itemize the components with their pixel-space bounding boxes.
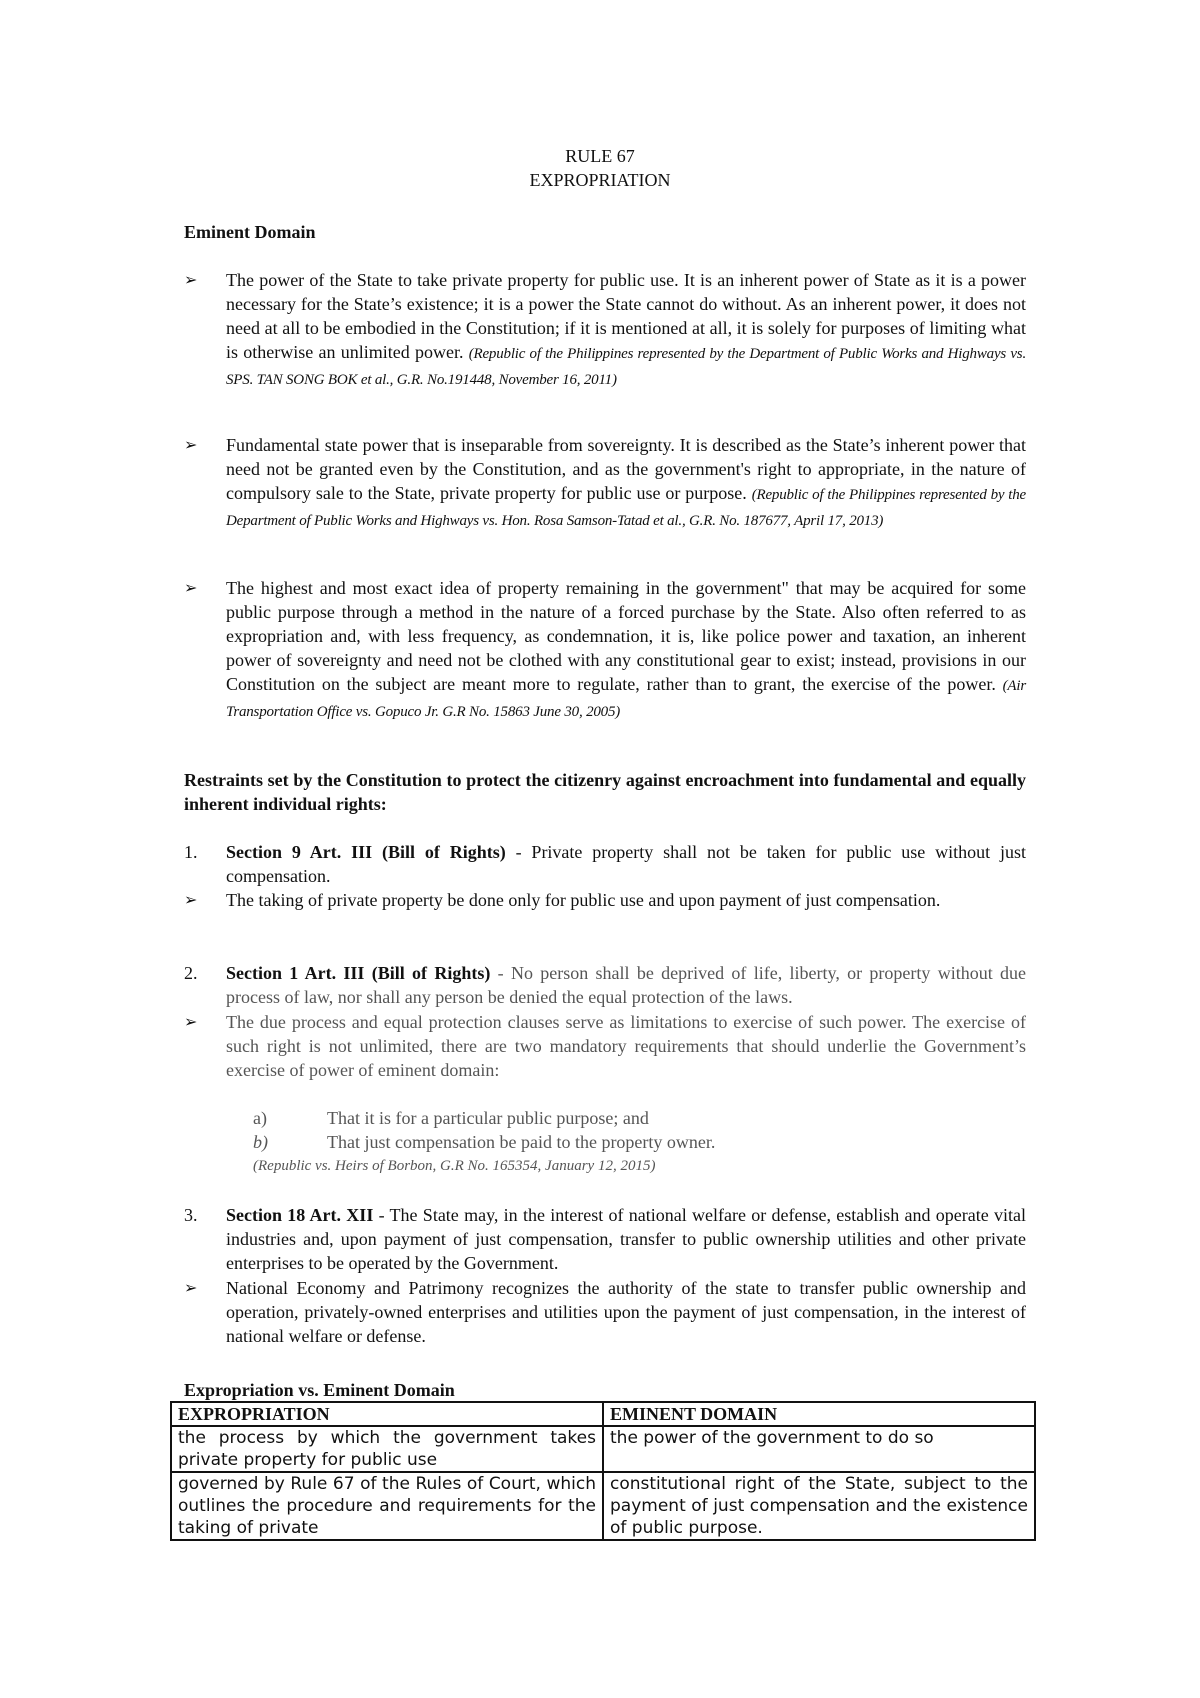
list-number: 2.	[184, 963, 198, 983]
table-cell: governed by Rule 67 of the Rules of Court, which outlines the procedure and requirements for the taking of private	[171, 1472, 603, 1540]
requirement-text: That just compensation be paid to the property owner.	[327, 1132, 716, 1152]
column-header: EMINENT DOMAIN	[603, 1402, 1035, 1426]
restraint-item: Section 1 Art. III (Bill of Rights) - No person shall be deprived of life, liberty, or property without due process of law, nor shall any person be denied the equal protection of the laws.	[226, 963, 1027, 1007]
section-reference: Section 9 Art. III (Bill of Rights)	[226, 842, 506, 862]
case-citation: (Republic of the Philippines represented by the Department of Public Works and Highways vs. Hon. Rosa Samson-Tatad et al., G.R. No. 187677, April 17, 2013)	[226, 487, 1026, 529]
table-cell: the power of the government to do so	[603, 1426, 1035, 1472]
case-citation: (Republic of the Philippines represented by the Department of Public Works and Highways vs. SPS. TAN SONG BOK et al., G.R. No.191448, November 16, 2011)	[226, 346, 1026, 388]
requirement-label: b)	[253, 1132, 268, 1152]
arrowhead-bullet-icon: ➢	[184, 1012, 198, 1031]
comparison-caption: Expropriation vs. Eminent Domain	[184, 1380, 455, 1400]
restraint-note: The due process and equal protection clauses serve as limitations to exercise of such power. The exercise of such right is not unlimited, there are two mandatory requirements that should underlie the Government’s exercise of power of eminent domain:	[226, 1012, 1026, 1080]
restraint-note: National Economy and Patrimony recognizes the authority of the state to transfer public ownership and operation, privately-owned enterprises and utilities upon the payment of just compensation, in the interest of national welfare or defense.	[226, 1278, 1026, 1346]
section-reference: Section 18 Art. XII	[226, 1205, 374, 1225]
restraint-item: Section 18 Art. XII - The State may, in the interest of national welfare or defense, establish and operate vital industries and, upon payment of just compensation, transfer to public ownership utilities and other private enterprises to be operated by the Government.	[226, 1205, 1027, 1273]
rule-number: RULE 67	[565, 146, 635, 166]
table-header-row	[171, 1402, 1035, 1426]
eminent-domain-heading: Eminent Domain	[184, 222, 316, 242]
table-cell: the process by which the government takes private property for public use	[171, 1426, 603, 1472]
list-number: 3.	[184, 1205, 198, 1225]
case-citation: (Republic vs. Heirs of Borbon, G.R No. 165354, January 12, 2015)	[253, 1158, 656, 1174]
section-reference: Section 1 Art. III (Bill of Rights)	[226, 963, 491, 983]
rule-subject: EXPROPRIATION	[529, 170, 671, 190]
arrowhead-bullet-icon: ➢	[184, 578, 198, 597]
arrowhead-bullet-icon: ➢	[184, 435, 198, 454]
table-row	[171, 1426, 1035, 1472]
requirement-label: a)	[253, 1108, 267, 1128]
restraints-heading: Restraints set by the Constitution to protect the citizenry against encroachment into fundamental and equally inherent individual rights:	[184, 770, 1026, 814]
column-header: EXPROPRIATION	[171, 1402, 603, 1426]
arrowhead-bullet-icon: ➢	[184, 270, 198, 289]
restraint-item: Section 9 Art. III (Bill of Rights) - Private property shall not be taken for public use without just compensation.	[226, 842, 1027, 886]
case-citation: (Air Transportation Office vs. Gopuco Jr. G.R No. 15863 June 30, 2005)	[226, 678, 1027, 720]
list-number: 1.	[184, 842, 198, 862]
requirement-text: That it is for a particular public purpose; and	[327, 1108, 649, 1128]
table-cell: constitutional right of the State, subject to the payment of just compensation and the existence of public purpose.	[603, 1472, 1035, 1540]
eminent-domain-point: Fundamental state power that is inseparable from sovereignty. It is described as the State’s inherent power that need not be granted even by the Constitution, and as the government's right to appropriate, in the nature of compulsory sale to the State, private property for public use or purpose. (Republic of the Philippines represented by the Department of Public Works and Highways vs. Hon. Rosa Samson-Tatad et al., G.R. No. 187677, April 17, 2013)	[226, 435, 1026, 529]
eminent-domain-point: The power of the State to take private property for public use. It is an inherent power of State as it is a power necessary for the State’s existence; it is a power the State cannot do without. As an inherent power, it does not need at all to be embodied in the Constitution; if it is mentioned at all, it is solely for purposes of limiting what is otherwise an unlimited power. (Republic of the Philippines represented by the Department of Public Works and Highways vs. SPS. TAN SONG BOK et al., G.R. No.191448, November 16, 2011)	[226, 270, 1026, 388]
comparison-table	[170, 1401, 1036, 1541]
arrowhead-bullet-icon: ➢	[184, 1278, 198, 1297]
table-row	[171, 1472, 1035, 1540]
eminent-domain-point: The highest and most exact idea of property remaining in the government" that may be acquired for some public purpose through a method in the nature of a forced purchase by the State. Also often referred to as expropriation and, with less frequency, as condemnation, it is, like police power and taxation, an inherent power of sovereignty and need not be clothed with any constitutional gear to exist; instead, provisions in our Constitution on the subject are meant more to regulate, rather than to grant, the exercise of the power. (Air Transportation Office vs. Gopuco Jr. G.R No. 15863 June 30, 2005)	[226, 578, 1027, 720]
restraint-note: The taking of private property be done only for public use and upon payment of just compensation.	[226, 890, 941, 910]
arrowhead-bullet-icon: ➢	[184, 890, 198, 909]
